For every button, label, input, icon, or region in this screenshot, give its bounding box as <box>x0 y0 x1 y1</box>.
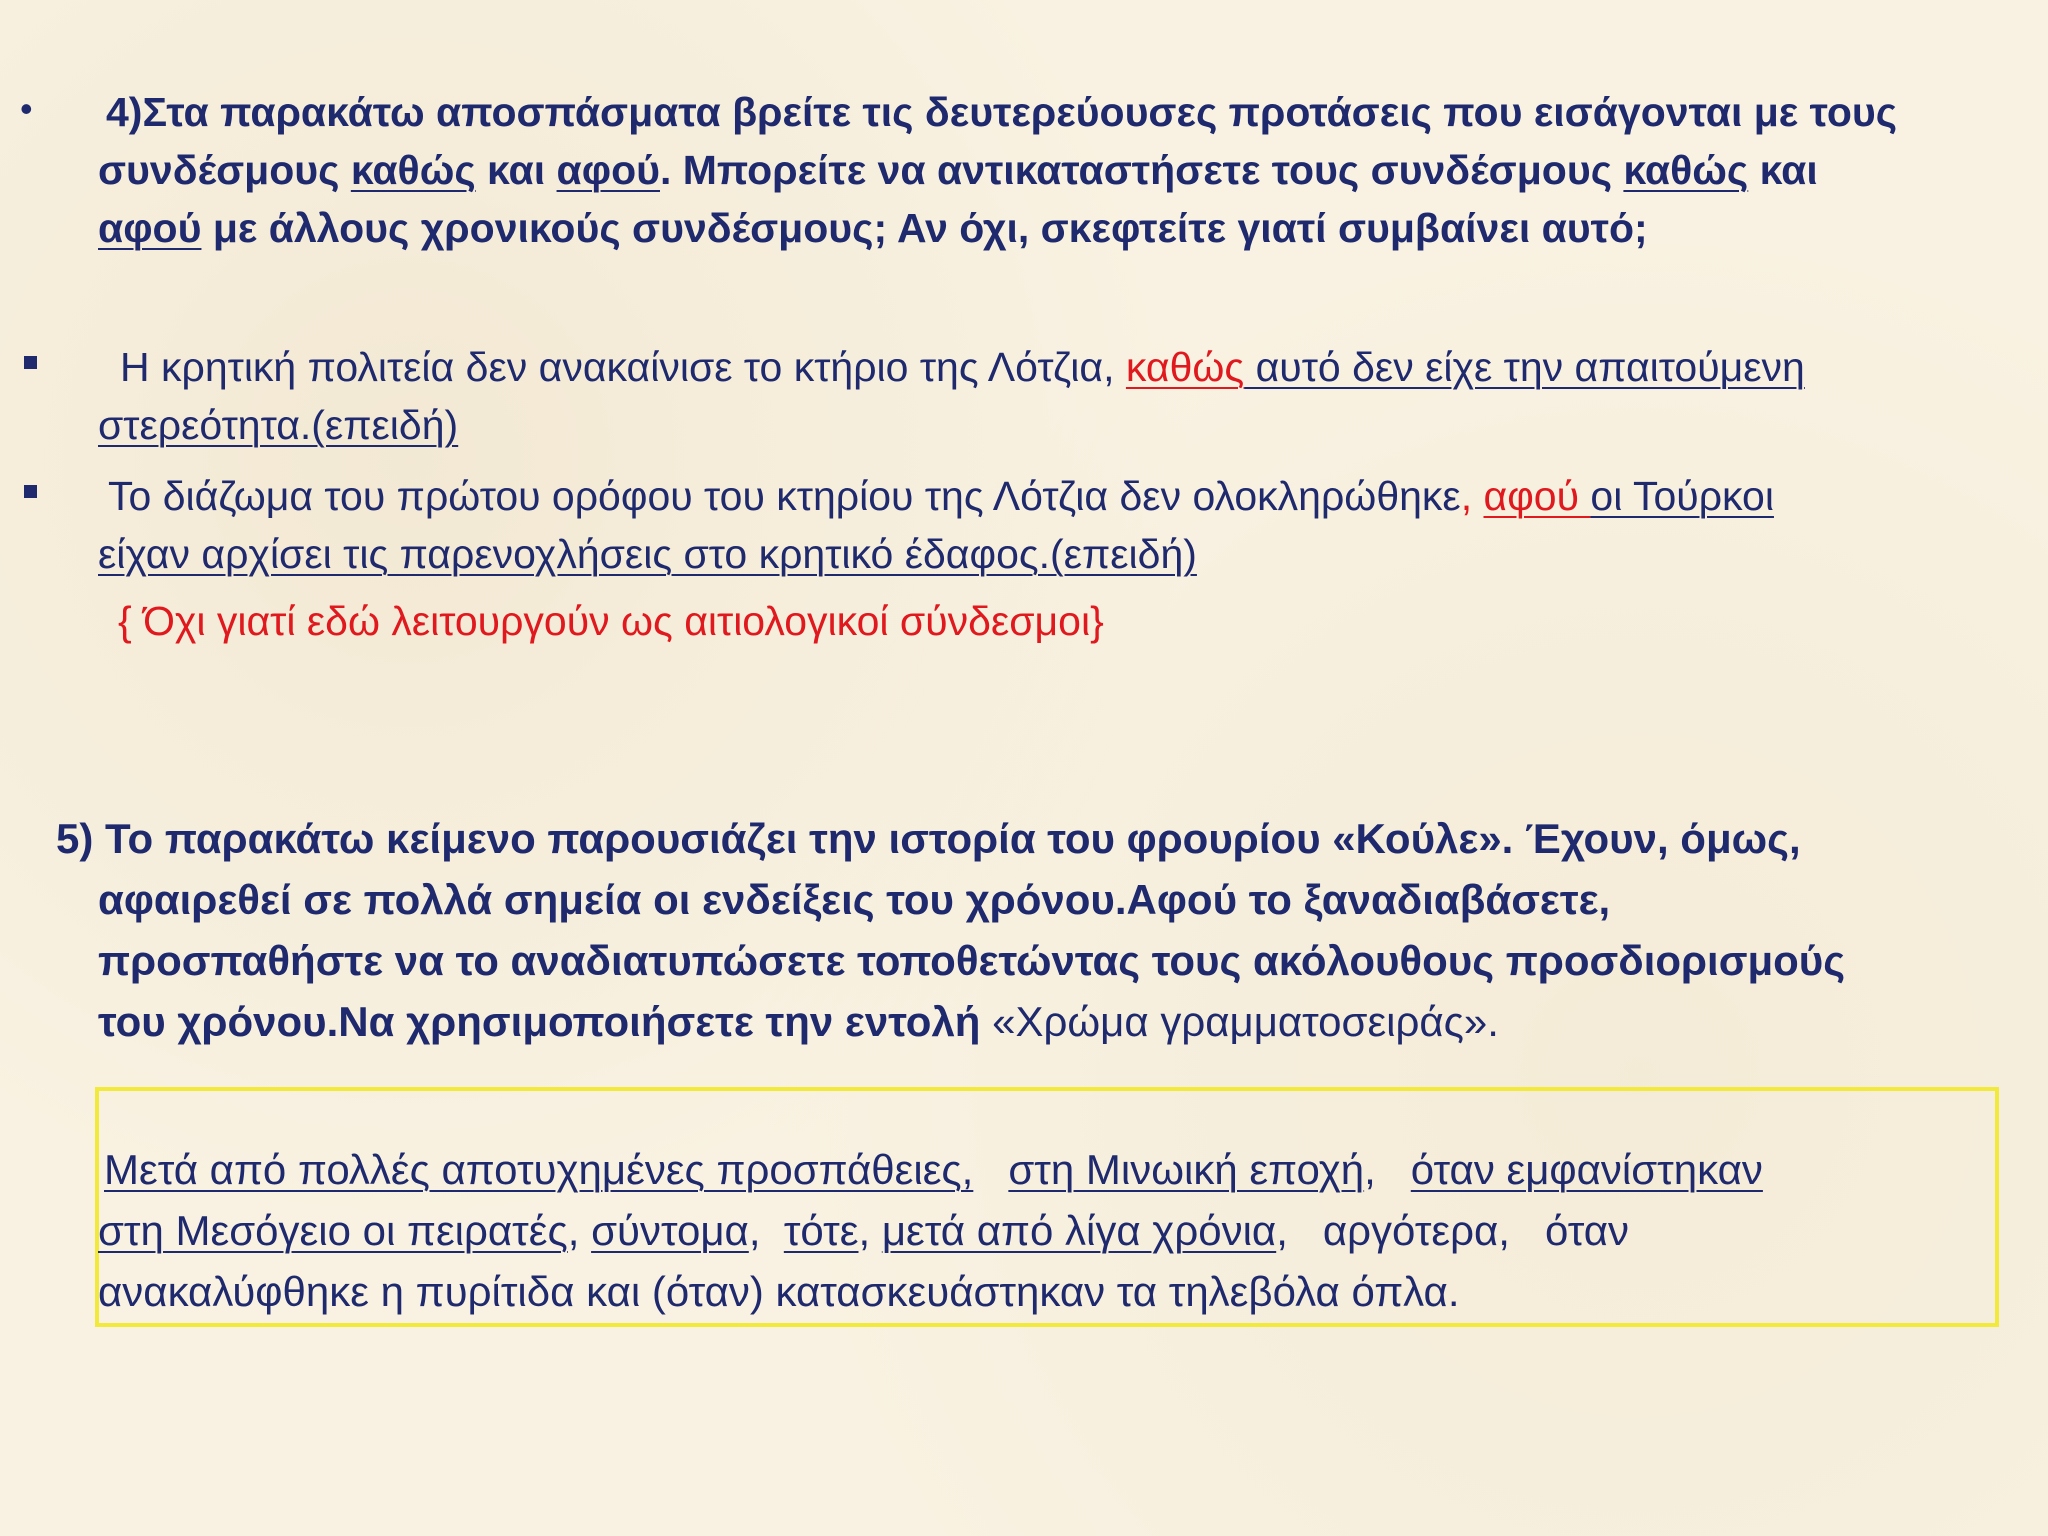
example-2 <box>98 467 1774 583</box>
time-phrase: σύντομα <box>591 1207 749 1254</box>
example-1 <box>98 338 1805 454</box>
afou-keyword: αφού <box>556 147 660 193</box>
kathos-keyword: καθώς <box>350 147 476 193</box>
q5-line-2: αφαιρεθεί σε πολλά σημεία οι ενδείξεις του χρόνου.Αφού το ξαναδιαβάσετε, <box>98 876 1611 923</box>
answer-box-line-1: Μετά από πολλές αποτυχημένες προσπάθειες, στη Μινωική εποχή, όταν εμφανίστηκαν <box>104 1146 1763 1193</box>
time-phrase: στη Μινωική εποχή <box>1008 1146 1365 1193</box>
time-phrase: στη Μεσόγειο οι πειρατές <box>98 1207 568 1254</box>
answer-box-text <box>98 1139 1763 1322</box>
example-2-line-1: Το διάζωμα του πρώτου ορόφου του κτηρίου της Λότζια δεν ολοκληρώθηκε, αφού οι Τούρκοι <box>108 473 1774 519</box>
kathos-highlight: καθώς <box>1125 344 1245 390</box>
question-5 <box>56 808 1845 1052</box>
afou-highlight: αφού <box>1483 473 1591 519</box>
answer-note: { Όχι γιατί εδώ λειτουργούν ως αιτιολογικοί σύνδεσμοι} <box>118 598 1104 644</box>
question-4 <box>98 83 1897 257</box>
q4-line-2: συνδέσμους καθώς και αφού. Μπορείτε να αντικαταστήσετε τους συνδέσμους καθώς και <box>98 147 1818 193</box>
q4-line-1: 4)Στα παρακάτω αποσπάσματα βρείτε τις δευτερεύουσες προτάσεις που εισάγονται με τους <box>106 89 1898 135</box>
answer-box-line-2: στη Μεσόγειο οι πειρατές, σύντομα, τότε, μετά από λίγα χρόνια, αργότερα, όταν <box>98 1207 1630 1254</box>
answer-box-line-3: ανακαλύφθηκε η πυρίτιδα και (όταν) κατασκευάστηκαν τα τηλεβόλα όπλα. <box>98 1268 1460 1315</box>
q4-line-3: αφού με άλλους χρονικούς συνδέσμους; Αν όχι, σκεφτείτε γιατί συμβαίνει αυτό; <box>98 205 1648 251</box>
bullet-example-2 <box>24 485 37 498</box>
time-phrase: όταν εμφανίστηκαν <box>1410 1146 1763 1193</box>
q5-line-1: 5) Το παρακάτω κείμενο παρουσιάζει την ιστορία του φρουρίου «Κούλε». Έχουν, όμως, <box>56 815 1801 862</box>
example-2-line-2: είχαν αρχίσει τις παρενοχλήσεις στο κρητικό έδαφος.(επειδή) <box>98 531 1197 577</box>
example-1-line-2: στερεότητα.(επειδή) <box>98 402 459 448</box>
time-phrase: τότε <box>783 1207 859 1254</box>
time-phrase: μετά από λίγα χρόνια <box>881 1207 1277 1254</box>
kathos-keyword: καθώς <box>1623 147 1749 193</box>
q5-line-3: προσπαθήστε να το αναδιατυπώσετε τοποθετώντας τους ακόλουθους προσδιορισμούς <box>98 937 1846 984</box>
example-1-line-1: Η κρητική πολιτεία δεν ανακαίνισε το κτήριο της Λότζια, καθώς αυτό δεν είχε την απαιτούμενη <box>120 344 1805 390</box>
bullet-q4: • <box>20 88 33 129</box>
afou-keyword: αφού <box>98 205 202 251</box>
bullet-example-1 <box>24 356 37 369</box>
time-phrase: Μετά από πολλές αποτυχημένες προσπάθειες, <box>104 1146 974 1193</box>
q5-line-4: του χρόνου.Να χρησιμοποιήσετε την εντολή «Χρώμα γραμματοσειράς». <box>98 998 1499 1045</box>
